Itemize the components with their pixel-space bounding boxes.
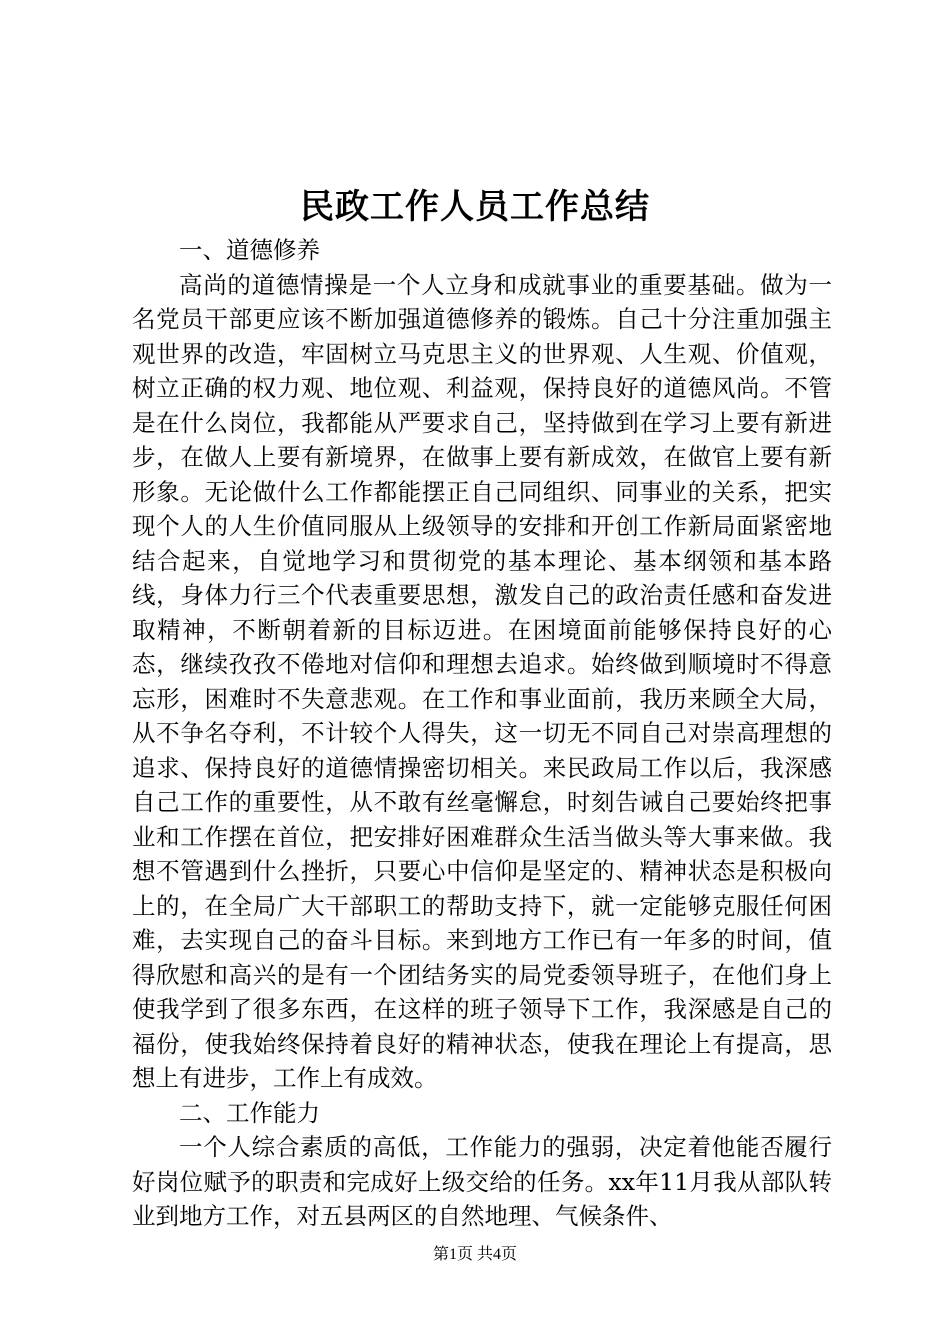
section-paragraph-ability: 一个人综合素质的高低，工作能力的强弱，决定着他能否履行好岗位赋予的职责和完成好上级交给的任务。xx年11月我从部队转业到地方工作，对五县两区的自然地理、气候条件、 [132,1133,832,1230]
document-body [132,233,832,1234]
section-heading-morality: 一、道德修养 [179,236,320,264]
page-title: 民政工作人员工作总结 [300,187,650,227]
page-number-label: 第1页 共4页 [432,1246,517,1263]
page-footer [0,1243,950,1267]
section-paragraph-morality: 高尚的道德情操是一个人立身和成就事业的重要基础。做为一名党员干部更应该不断加强道德修养的锻炼。自己十分注重加强主观世界的改造，牢固树立马克思主义的世界观、人生观、价值观，树立正确的权力观、地位观、利益观，保持良好的道德风尚。不管是在什么岗位，我都能从严要求自己，坚持做到在学习上要有新进步，在做人上要有新境界，在做事上要有新成效，在做官上要有新形象。无论做什么工作都能摆正自己同组织、同事业的关系，把实现个人的人生价值同服从上级领导的安排和开创工作新局面紧密地结合起来，自觉地学习和贯彻党的基本理论、基本纲领和基本路线，身体力行三个代表重要思想，激发自己的政治责任感和奋发进取精神，不断朝着新的目标迈进。在困境面前能够保持良好的心态，继续孜孜不倦地对信仰和理想去追求。始终做到顺境时不得意忘形，困难时不失意悲观。在工作和事业面前，我历来顾全大局，从不争名夺利，不计较个人得失，这一切无不同自己对崇高理想的追求、保持良好的道德情操密切相关。来民政局工作以后，我深感自己工作的重要性，从不敢有丝毫懈怠，时刻告诫自己要始终把事业和工作摆在首位，把安排好困难群众生活当做头等大事来做。我想不管遇到什么挫折，只要心中信仰是坚定的、精神状态是积极向上的，在全局广大干部职工的帮助支持下，就一定能够克服任何困难，去实现自己的奋斗目标。来到地方工作已有一年多的时间，值得欣慰和高兴的是有一个团结务实的局党委领导班子，在他们身上使我学到了很多东西，在这样的班子领导下工作，我深感是自己的福份，使我始终保持着良好的精神状态，使我在理论上有提高，思想上有进步，工作上有成效。 [132,270,832,1092]
section-heading-ability: 二、工作能力 [179,1098,320,1127]
